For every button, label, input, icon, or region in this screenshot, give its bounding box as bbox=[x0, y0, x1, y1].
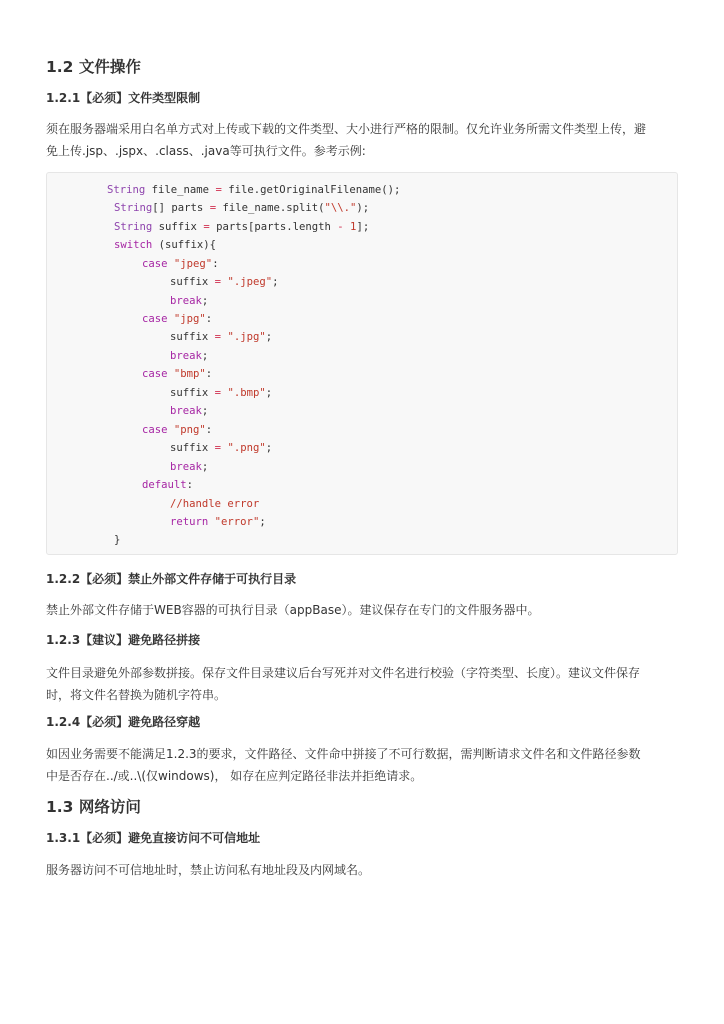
code-line: String file_name = file.getOriginalFilename(); bbox=[107, 184, 401, 196]
subsection-heading-1-3-1: 1.3.1【必须】避免直接访问不可信地址 bbox=[46, 831, 261, 845]
paragraph-1-3-1: 服务器访问不可信地址时，禁止访问私有地址段及内网域名。 bbox=[46, 863, 371, 877]
code-line: break; bbox=[170, 461, 209, 473]
paragraph-line: 文件目录避免外部参数拼接。保存文件目录建议后台写死并对文件名进行校验（字符类型、长度）。建议文件保存 bbox=[46, 666, 641, 680]
code-line: case "png": bbox=[142, 424, 213, 436]
code-line: break; bbox=[170, 295, 209, 307]
code-line: case "jpeg": bbox=[142, 258, 219, 270]
code-line: case "bmp": bbox=[142, 368, 213, 380]
code-line: //handle error bbox=[170, 498, 260, 510]
code-line: default: bbox=[142, 479, 194, 491]
code-line: String[] parts = file_name.split("\\."); bbox=[114, 202, 370, 214]
paragraph-1-2-1 bbox=[46, 118, 680, 162]
code-line: suffix = ".bmp"; bbox=[170, 387, 273, 399]
subsection-heading-1-2-2: 1.2.2【必须】禁止外部文件存储于可执行目录 bbox=[46, 572, 297, 586]
code-line: switch (suffix){ bbox=[114, 239, 217, 251]
code-line: break; bbox=[170, 350, 209, 362]
code-line: String suffix = parts[parts.length - 1]; bbox=[114, 221, 370, 233]
subsection-heading-1-2-3: 1.2.3【建议】避免路径拼接 bbox=[46, 633, 201, 647]
paragraph-line: 须在服务器端采用白名单方式对上传或下载的文件类型、大小进行严格的限制。仅允许业务所需文件类型上传，避 bbox=[46, 122, 647, 136]
paragraph-1-2-4 bbox=[46, 743, 680, 787]
section-heading-1-3: 1.3 网络访问 bbox=[46, 798, 141, 816]
subsection-heading-1-2-1: 1.2.1【必须】文件类型限制 bbox=[46, 91, 201, 105]
code-line: suffix = ".png"; bbox=[170, 442, 273, 454]
paragraph-line: 时，将文件名替换为随机字符串。 bbox=[46, 688, 227, 702]
code-line: } bbox=[114, 534, 121, 546]
code-line: suffix = ".jpg"; bbox=[170, 331, 273, 343]
paragraph-line: 免上传.jsp、.jspx、.class、.java等可执行文件。参考示例: bbox=[46, 144, 366, 158]
code-line: return "error"; bbox=[170, 516, 266, 528]
code-block bbox=[46, 172, 678, 555]
code-line: suffix = ".jpeg"; bbox=[170, 276, 279, 288]
code-line: case "jpg": bbox=[142, 313, 213, 325]
paragraph-1-2-2: 禁止外部文件存储于WEB容器的可执行目录（appBase）。建议保存在专门的文件服务器中。 bbox=[46, 603, 540, 617]
paragraph-line: 如因业务需要不能满足1.2.3的要求，文件路径、文件命中拼接了不可行数据，需判断请求文件名和文件路径参数 bbox=[46, 747, 641, 761]
section-heading-1-2: 1.2 文件操作 bbox=[46, 58, 141, 76]
subsection-heading-1-2-4: 1.2.4【必须】避免路径穿越 bbox=[46, 715, 201, 729]
code-line: break; bbox=[170, 405, 209, 417]
paragraph-1-2-3 bbox=[46, 662, 680, 706]
paragraph-line: 中是否存在../或..\(仅windows)， 如存在应判定路径非法并拒绝请求。 bbox=[46, 769, 423, 783]
